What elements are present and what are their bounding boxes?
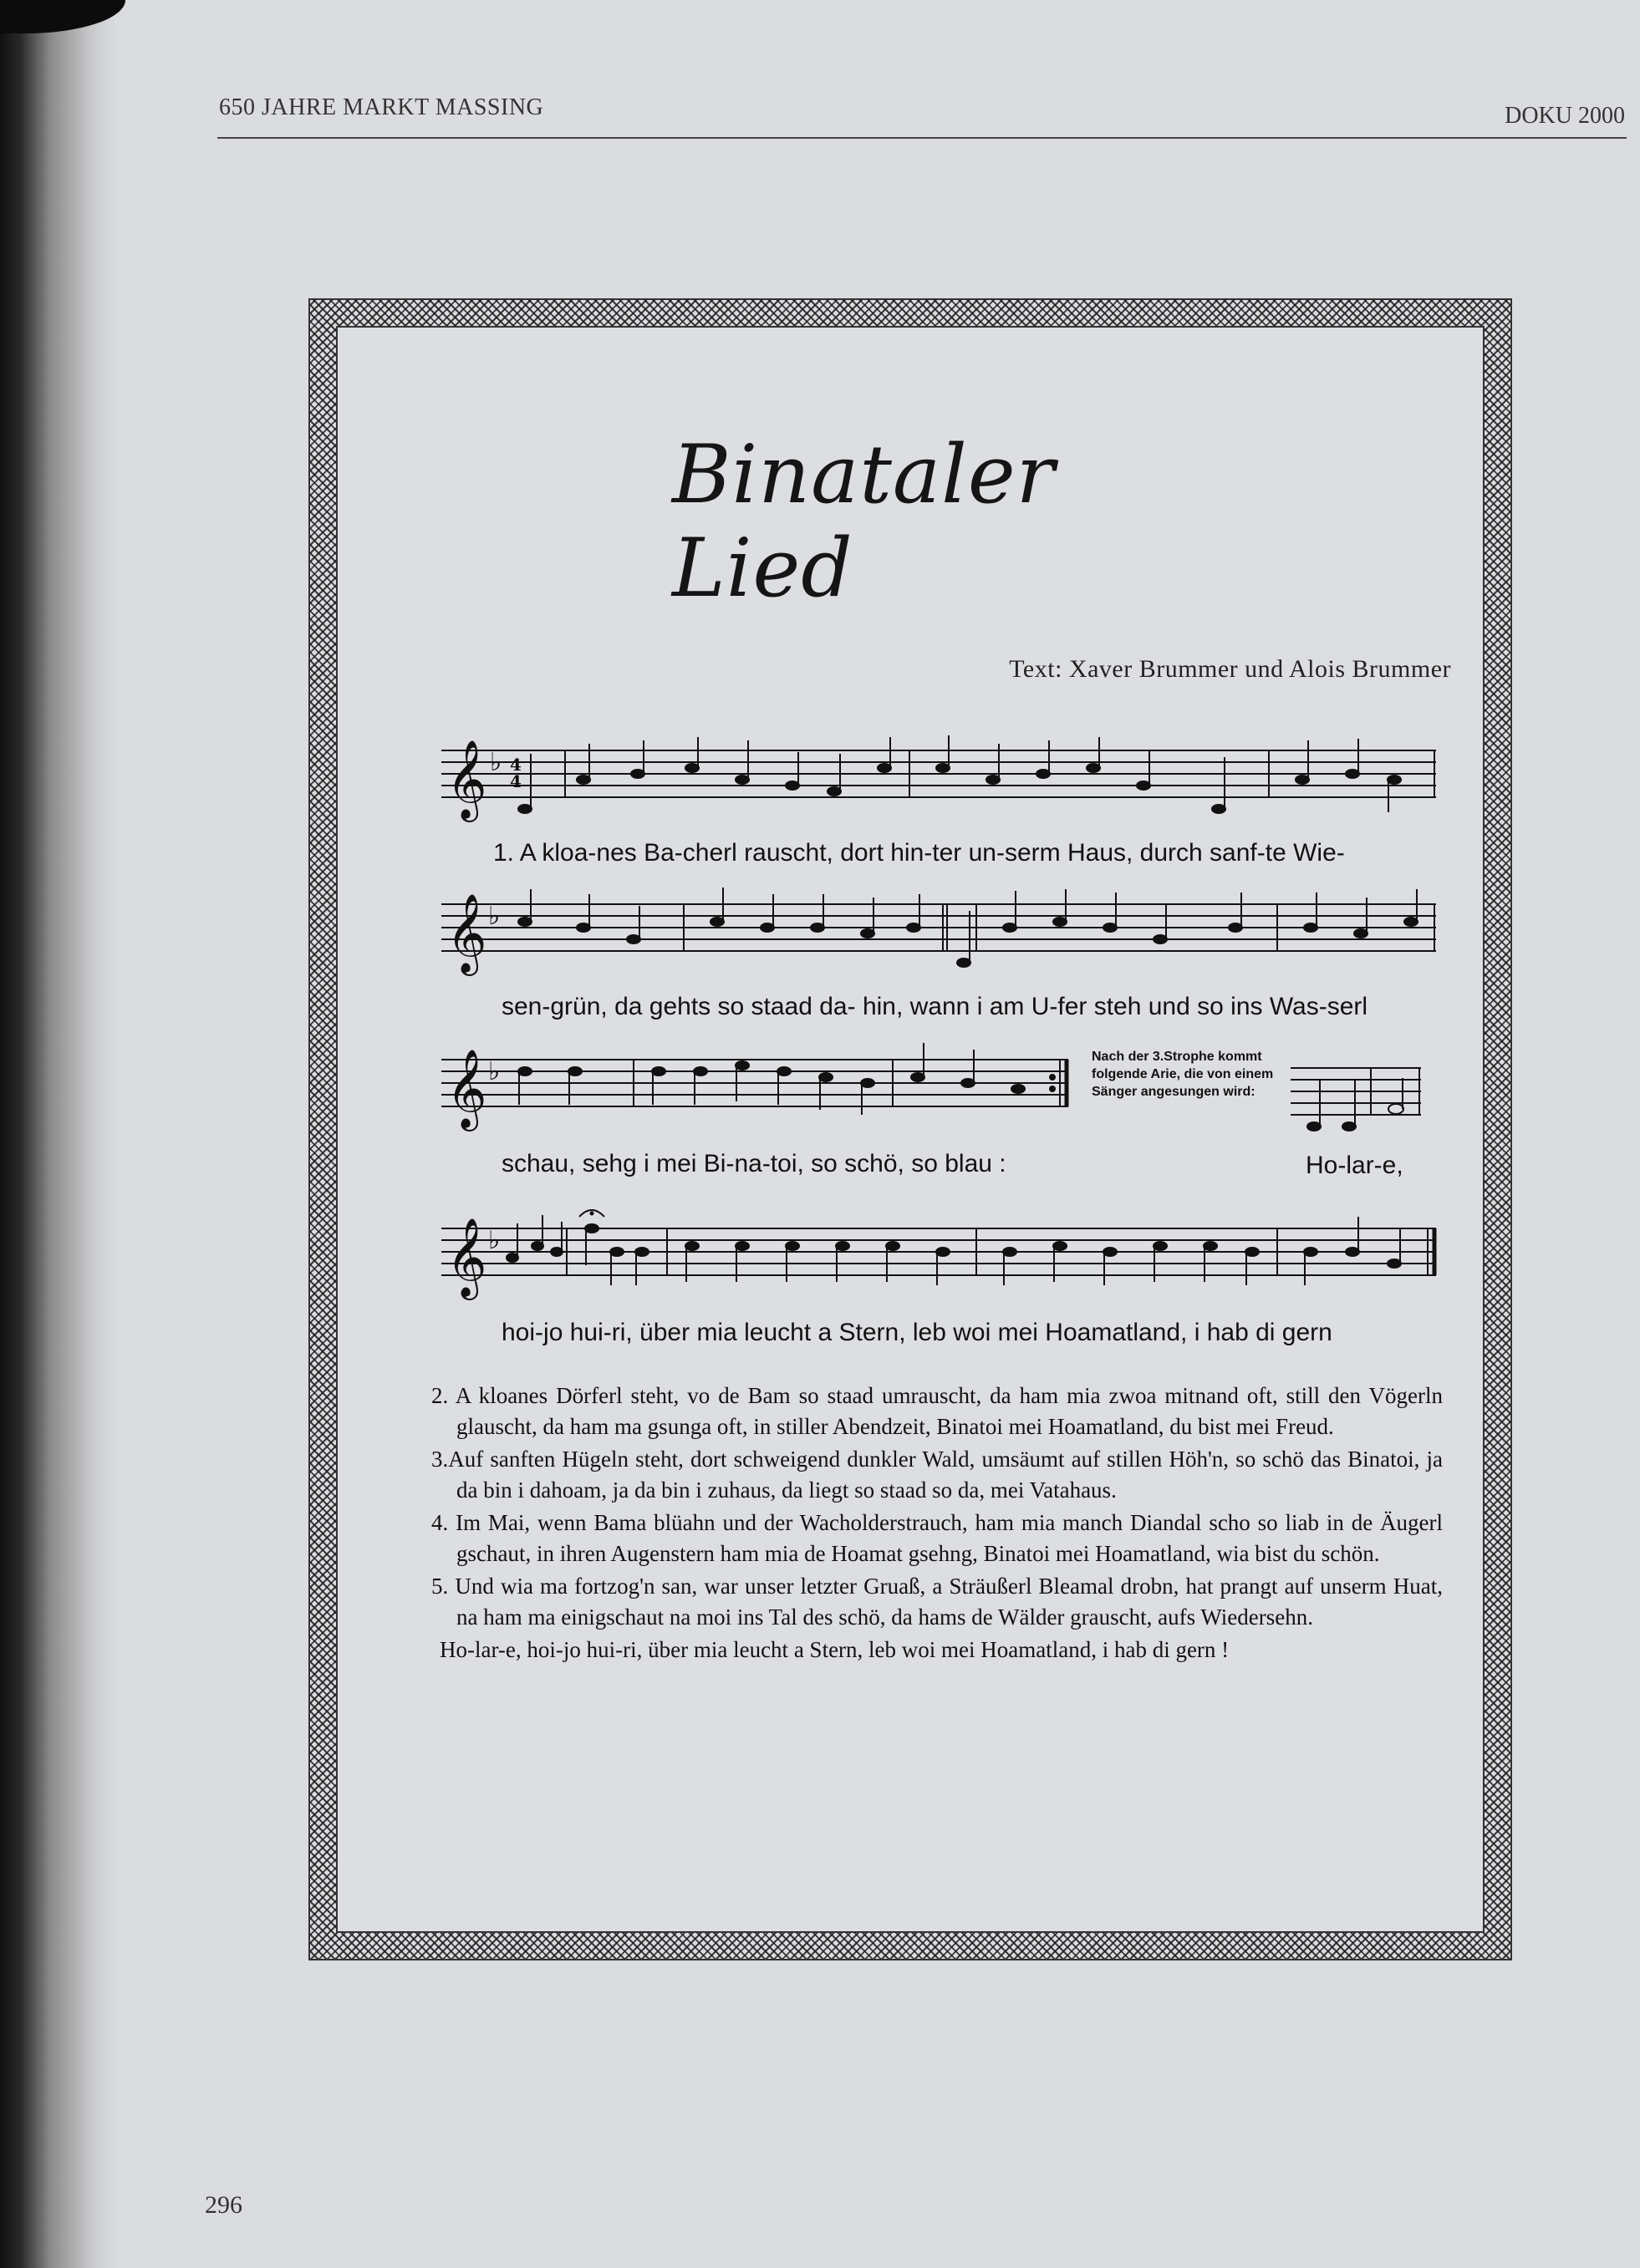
music-staff-2 [441,882,1436,974]
coda-instruction: Nach der 3.Strophe kommt folgende Arie, die von einem Sänger angesungen wird: [1092,1050,1274,1099]
song-title: Binataler Lied [672,428,1056,615]
lyric-line-4: hoi-jo hui-ri, über mia leucht a Stern, leb woi mei Hoamatland, i hab di gern [502,1319,1332,1346]
music-staff-4 [441,1198,1436,1299]
verse-2: 2. A kloanes Dörferl steht, vo de Bam so staad umrauscht, da ham mia zwoa mitnand oft, still den Vögerln glauscht, da ham ma gsunga oft, in stiller Abendzeit, Binatoi mei Hoamatland, du bist mei Freud. [431,1383,1443,1439]
coda-staff [1291,1046,1424,1130]
verse-3: 3.Auf sanften Hügeln steht, dort schweigend dunkler Wald, umsäumt auf stillen Höh'n, so schö das Binatoi, ja da bin i dahoam, ja da bin i zuhaus, da liegt so staad so da, mei Vatahaus. [431,1447,1443,1503]
svg-text:𝄞: 𝄞 [446,1049,487,1128]
song-sheet [338,328,1483,1931]
header-rule [217,137,1627,139]
svg-text:4: 4 [510,755,522,775]
svg-text:♭: ♭ [488,1057,501,1086]
svg-text:♭: ♭ [488,1226,501,1255]
music-staff-1 [441,729,1436,821]
svg-text:♭: ♭ [488,902,501,931]
svg-text:𝄞: 𝄞 [446,893,487,973]
lyric-line-2: sen-grün, da gehts so staad da- hin, wann i am U-fer steh und so ins Was-serl [502,993,1368,1020]
svg-text:4: 4 [510,771,522,791]
additional-verses [431,1381,1443,1665]
lyric-line-1: 1. A kloa-nes Ba-cherl rauscht, dort hin-ter un-serm Haus, durch sanf-te Wie- [493,839,1345,867]
lyricist-credit: Text: Xaver Brummer und Alois Brummer [1009,655,1451,683]
verse-5: 5. Und wia ma fortzog'n san, war unser letzter Gruaß, a Sträußerl Bleamal drobn, hat prangt auf unserm Huat, na ham ma einigschaut na moi ins Tal des schö, da hams de Wälder grauscht, aufs Wiedersehn. [431,1574,1443,1630]
svg-text:𝄞: 𝄞 [446,1218,487,1297]
decorative-knot-border [309,299,1511,1960]
running-header-title: 650 JAHRE MARKT MASSING [219,94,544,120]
lyric-line-3: schau, sehg i mei Bi-na-toi, so schö, so blau : [502,1150,1006,1177]
refrain: Ho-lar-e, hoi-jo hui-ri, über mia leucht a Stern, leb woi mei Hoamatland, i hab di gern ! [440,1637,1230,1662]
running-header-edition: DOKU 2000 [1505,103,1625,129]
page-number: 296 [205,2191,242,2219]
svg-text:♭: ♭ [490,748,502,777]
svg-text:𝄞: 𝄞 [446,740,487,819]
music-staff-3 [441,1038,1077,1130]
book-binding-shadow [0,0,117,2268]
verse-4: 4. Im Mai, wenn Bama blüahn und der Wacholderstrauch, ham mia manch Diandal scho so liab in de Äugerl gschaut, in ihren Augenstern ham mia de Hoamat gsehng, Binatoi mei Hoamatland, wia bist du schön. [431,1510,1443,1566]
coda-lyric: Ho-lar-e, [1306,1152,1403,1179]
